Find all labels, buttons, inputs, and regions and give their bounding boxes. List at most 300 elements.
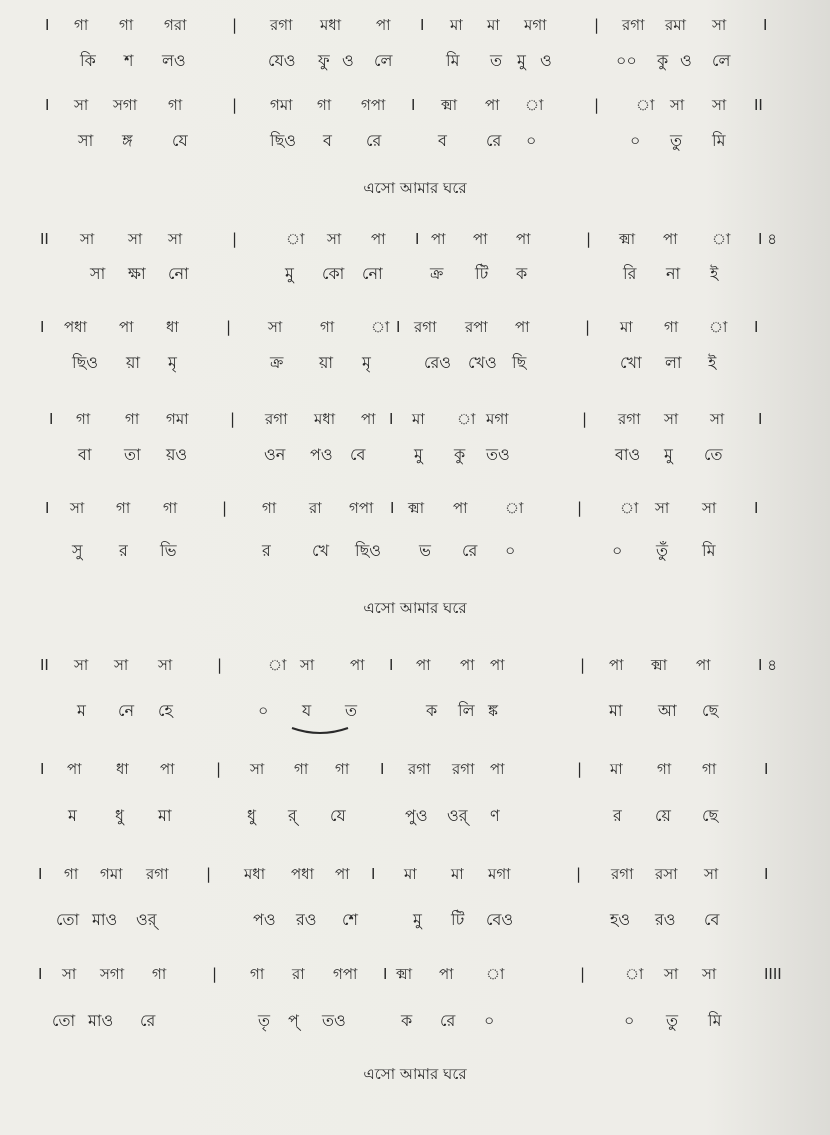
swara-note: সা bbox=[62, 965, 77, 983]
lyric-syllable: রেও bbox=[424, 353, 452, 372]
bar-mark: | bbox=[585, 318, 591, 336]
lyric-line bbox=[0, 264, 830, 304]
lyric-syllable: ০ bbox=[258, 701, 269, 720]
lyric-syllable: বাও bbox=[615, 445, 641, 464]
swara-note: সা bbox=[712, 16, 727, 34]
lyric-syllable: তু bbox=[670, 131, 683, 150]
swara-note: পধা bbox=[291, 865, 314, 883]
refrain-line: এসো আমার ঘরে bbox=[363, 179, 467, 197]
lyric-syllable: বে bbox=[704, 910, 720, 929]
swara-note: সা bbox=[702, 499, 717, 517]
lyric-syllable: না bbox=[666, 264, 681, 283]
lyric-syllable: মি bbox=[446, 51, 460, 70]
lyric-syllable: ক bbox=[426, 701, 438, 720]
lyric-syllable: লও bbox=[162, 51, 186, 70]
bar-mark: I bbox=[389, 656, 394, 674]
lyric-syllable: লে bbox=[374, 51, 393, 70]
bar-mark: | bbox=[222, 499, 228, 517]
lyric-syllable: সা bbox=[78, 131, 94, 150]
swara-note: সা bbox=[664, 410, 679, 428]
swara-note: পা bbox=[516, 230, 531, 248]
swara-note: রগা bbox=[618, 410, 641, 428]
lyric-line bbox=[0, 910, 830, 950]
lyric-syllable: টি bbox=[475, 264, 489, 283]
swara-note: ক্মা bbox=[408, 499, 425, 517]
bar-mark: I bbox=[380, 760, 385, 778]
swara-note: রসা bbox=[655, 865, 678, 883]
bar-mark: | bbox=[217, 656, 223, 674]
lyric-syllable: পও bbox=[310, 445, 333, 464]
lyric-syllable: ক্র bbox=[430, 264, 444, 283]
bar-mark: | bbox=[226, 318, 232, 336]
lyric-syllable: তও bbox=[486, 445, 510, 464]
lyric-syllable: পও bbox=[253, 910, 276, 929]
swara-note: সা bbox=[655, 499, 670, 517]
swara-line bbox=[0, 229, 830, 269]
bar-mark: I bbox=[763, 16, 768, 34]
bar-mark: I bbox=[420, 16, 425, 34]
lyric-line bbox=[0, 445, 830, 485]
lyric-syllable: হও bbox=[610, 910, 631, 929]
swara-note: ক্মা bbox=[396, 965, 413, 983]
swara-note: গা bbox=[294, 760, 309, 778]
lyric-line bbox=[0, 806, 830, 846]
lyric-syllable: মা bbox=[158, 806, 172, 825]
swara-note: রগা bbox=[265, 410, 288, 428]
swara-note: গা bbox=[702, 760, 717, 778]
swara-line bbox=[0, 95, 830, 135]
bar-mark: I bbox=[383, 965, 388, 983]
swara-note: া bbox=[486, 965, 505, 983]
swara-note: া bbox=[712, 230, 731, 248]
swara-note: সা bbox=[70, 499, 85, 517]
lyric-syllable: মাও bbox=[88, 1011, 114, 1030]
lyric-syllable: ক্ষা bbox=[128, 264, 146, 283]
lyric-syllable: ছিও bbox=[72, 353, 99, 372]
swara-note: রমা bbox=[665, 16, 686, 34]
lyric-syllable: ওন bbox=[264, 445, 286, 464]
lyric-syllable: ব bbox=[323, 131, 332, 150]
lyric-syllable: য়া bbox=[126, 353, 141, 372]
bar-mark: II bbox=[40, 656, 49, 674]
swara-note: পা bbox=[453, 499, 468, 517]
lyric-syllable: আ bbox=[658, 701, 677, 720]
lyric-syllable: ই bbox=[710, 264, 719, 283]
swara-note: পা bbox=[160, 760, 175, 778]
bar-mark: I bbox=[758, 410, 763, 428]
swara-note: পা bbox=[376, 16, 391, 34]
swara-note: গা bbox=[125, 410, 140, 428]
bar-mark: | bbox=[594, 96, 600, 114]
bar-mark: | bbox=[577, 760, 583, 778]
swara-note: গা bbox=[657, 760, 672, 778]
lyric-syllable: লা bbox=[665, 353, 682, 372]
swara-note: গা bbox=[250, 965, 265, 983]
lyric-syllable: মি bbox=[708, 1011, 722, 1030]
swara-note: া bbox=[709, 318, 728, 336]
lyric-line bbox=[0, 701, 830, 741]
bar-mark: II bbox=[754, 96, 763, 114]
lyric-syllable: শ bbox=[124, 51, 134, 70]
lyric-syllable: সু bbox=[72, 541, 83, 560]
swara-note: রগা bbox=[146, 865, 169, 883]
lyric-syllable: মাও bbox=[92, 910, 118, 929]
lyric-line bbox=[0, 541, 830, 581]
lyric-syllable: ত bbox=[345, 701, 358, 720]
swara-note: া bbox=[371, 318, 390, 336]
swara-note: গা bbox=[64, 865, 79, 883]
swara-note: মধা bbox=[320, 16, 342, 34]
lyric-syllable: ছিও bbox=[270, 131, 297, 150]
lyric-syllable: ০ bbox=[505, 541, 516, 560]
lyric-syllable: ০ bbox=[526, 131, 537, 150]
swara-note: মা bbox=[450, 16, 463, 34]
swara-note: সগা bbox=[100, 965, 125, 983]
swara-note: সা bbox=[704, 865, 719, 883]
lyric-syllable: ভি bbox=[160, 541, 177, 560]
lyric-syllable: ওর্ bbox=[447, 806, 468, 825]
swara-note: মগা bbox=[524, 16, 547, 34]
bar-mark: I bbox=[40, 318, 45, 336]
lyric-syllable: র bbox=[262, 541, 271, 560]
swara-note: পধা bbox=[64, 318, 87, 336]
swara-note: পা bbox=[361, 410, 376, 428]
lyric-syllable: পুও bbox=[405, 806, 428, 825]
bar-mark: I bbox=[396, 318, 401, 336]
lyric-syllable: লি bbox=[458, 701, 475, 720]
lyric-syllable: লে bbox=[712, 51, 731, 70]
swara-note: পা bbox=[119, 318, 134, 336]
lyric-syllable: শে bbox=[342, 910, 358, 929]
bar-mark: | bbox=[232, 16, 238, 34]
lyric-syllable: কো bbox=[322, 264, 345, 283]
swara-note: গা bbox=[76, 410, 91, 428]
lyric-syllable: ০ bbox=[624, 1011, 635, 1030]
lyric-syllable: কু bbox=[657, 51, 669, 70]
lyric-syllable: মু bbox=[413, 910, 422, 929]
swara-note: পা bbox=[350, 656, 365, 674]
swara-note: গা bbox=[163, 499, 178, 517]
lyric-syllable: খে bbox=[312, 541, 329, 560]
swara-note: া bbox=[636, 96, 655, 114]
swara-line bbox=[0, 759, 830, 799]
lyric-syllable: রও bbox=[296, 910, 317, 929]
lyric-syllable: তৃ bbox=[258, 1011, 271, 1030]
swara-note: মা bbox=[404, 865, 417, 883]
lyric-syllable: নো bbox=[168, 264, 189, 283]
lyric-syllable: তা bbox=[124, 445, 141, 464]
swara-note: া bbox=[286, 230, 305, 248]
lyric-syllable: য়ও bbox=[166, 445, 188, 464]
bar-mark: | bbox=[586, 230, 592, 248]
lyric-syllable: মু bbox=[414, 445, 423, 464]
swara-note: গা bbox=[168, 96, 183, 114]
bar-mark: I bbox=[754, 318, 759, 336]
bar-mark: | bbox=[232, 96, 238, 114]
swara-note: গা bbox=[335, 760, 350, 778]
lyric-syllable: ই bbox=[708, 353, 717, 372]
lyric-syllable: য়া bbox=[319, 353, 334, 372]
slur-mark bbox=[290, 726, 350, 736]
lyric-syllable: তো bbox=[56, 910, 80, 929]
bar-mark: I bbox=[415, 230, 420, 248]
swara-note: ধা bbox=[116, 760, 129, 778]
swara-note: সা bbox=[268, 318, 283, 336]
refrain-line: এসো আমার ঘরে bbox=[363, 1065, 467, 1083]
swara-note: সা bbox=[128, 230, 143, 248]
lyric-syllable: যে bbox=[172, 131, 188, 150]
lyric-syllable: মু bbox=[517, 51, 526, 70]
lyric-syllable: বে bbox=[350, 445, 366, 464]
swara-line bbox=[0, 409, 830, 449]
lyric-syllable: হে bbox=[158, 701, 173, 720]
lyric-syllable: ও bbox=[540, 51, 552, 70]
lyric-syllable: ওর্ bbox=[136, 910, 157, 929]
bar-mark: I bbox=[38, 965, 43, 983]
swara-note: গরা bbox=[164, 16, 187, 34]
swara-note: রগা bbox=[408, 760, 431, 778]
swara-note: ক্মা bbox=[651, 656, 668, 674]
swara-line bbox=[0, 655, 830, 695]
bar-mark: I bbox=[764, 865, 769, 883]
bar-mark: | bbox=[580, 965, 586, 983]
lyric-line bbox=[0, 51, 830, 91]
lyric-syllable: তও bbox=[322, 1011, 346, 1030]
lyric-syllable: ক bbox=[516, 264, 528, 283]
lyric-syllable: ও bbox=[342, 51, 354, 70]
bar-mark: I bbox=[45, 499, 50, 517]
bar-mark: | bbox=[232, 230, 238, 248]
lyric-syllable: বা bbox=[78, 445, 92, 464]
swara-line bbox=[0, 964, 830, 1004]
swara-note: মা bbox=[620, 318, 633, 336]
swara-note: সা bbox=[74, 96, 89, 114]
swara-note: পা bbox=[67, 760, 82, 778]
lyric-syllable: তো bbox=[52, 1011, 76, 1030]
swara-note: পা bbox=[490, 760, 505, 778]
swara-note: গা bbox=[317, 96, 332, 114]
lyric-line bbox=[0, 1011, 830, 1051]
swara-note: রা bbox=[309, 499, 322, 517]
swara-note: গা bbox=[320, 318, 335, 336]
swara-note: রপা bbox=[465, 318, 488, 336]
lyric-syllable: মৃ bbox=[168, 353, 177, 372]
lyric-syllable: ক্র bbox=[270, 353, 284, 372]
lyric-syllable: টি bbox=[451, 910, 465, 929]
lyric-syllable: রে bbox=[440, 1011, 456, 1030]
bar-mark: I bbox=[38, 865, 43, 883]
swara-note: সা bbox=[300, 656, 315, 674]
swara-note: গমা bbox=[100, 865, 123, 883]
lyric-syllable: রে bbox=[462, 541, 478, 560]
swara-note: পা bbox=[663, 230, 678, 248]
lyric-syllable: রও bbox=[655, 910, 676, 929]
swara-note: গা bbox=[119, 16, 134, 34]
swara-note: রা bbox=[292, 965, 305, 983]
swara-note: গা bbox=[152, 965, 167, 983]
bar-mark: | bbox=[206, 865, 212, 883]
lyric-syllable: মা bbox=[609, 701, 623, 720]
swara-note: রগা bbox=[622, 16, 645, 34]
swara-note: গপা bbox=[333, 965, 358, 983]
lyric-syllable: ঙ্ক bbox=[488, 701, 499, 720]
lyric-syllable: তে bbox=[704, 445, 723, 464]
swara-note: রগা bbox=[452, 760, 475, 778]
swara-note: সা bbox=[327, 230, 342, 248]
bar-mark: II bbox=[40, 230, 49, 248]
swara-note: পা bbox=[431, 230, 446, 248]
bar-mark: I bbox=[764, 760, 769, 778]
swara-note: মধা bbox=[244, 865, 266, 883]
lyric-syllable: ০ bbox=[484, 1011, 495, 1030]
lyric-syllable: বেও bbox=[486, 910, 514, 929]
swara-note: পা bbox=[490, 656, 505, 674]
bar-mark: I bbox=[411, 96, 416, 114]
lyric-syllable: খেও bbox=[468, 353, 497, 372]
swara-note: মগা bbox=[488, 865, 511, 883]
swara-note: পা bbox=[335, 865, 350, 883]
swara-note: া bbox=[620, 499, 639, 517]
lyric-syllable: তু bbox=[666, 1011, 679, 1030]
swara-note: সা bbox=[158, 656, 173, 674]
lyric-syllable: রি bbox=[623, 264, 637, 283]
swara-line bbox=[0, 317, 830, 357]
swara-line bbox=[0, 864, 830, 904]
lyric-syllable: র bbox=[119, 541, 128, 560]
swara-note: পা bbox=[416, 656, 431, 674]
lyric-syllable: রে bbox=[486, 131, 502, 150]
lyric-syllable: মু bbox=[664, 445, 673, 464]
lyric-syllable: ণ bbox=[490, 806, 500, 825]
lyric-syllable: তুঁ bbox=[656, 541, 669, 560]
lyric-syllable: ম bbox=[68, 806, 77, 825]
swara-line bbox=[0, 498, 830, 538]
swara-note: া bbox=[525, 96, 544, 114]
swara-note: সা bbox=[670, 96, 685, 114]
lyric-syllable: নো bbox=[362, 264, 383, 283]
lyric-syllable: কু bbox=[454, 445, 466, 464]
lyric-syllable: ও bbox=[680, 51, 692, 70]
lyric-syllable: ম bbox=[77, 701, 86, 720]
swara-note: গমা bbox=[166, 410, 189, 428]
bar-mark: I bbox=[389, 410, 394, 428]
bar-mark: I bbox=[45, 96, 50, 114]
swara-note: সা bbox=[168, 230, 183, 248]
bar-mark: | bbox=[582, 410, 588, 428]
bar-mark: | bbox=[580, 656, 586, 674]
swara-note: ধা bbox=[166, 318, 179, 336]
lyric-syllable: যেও bbox=[268, 51, 296, 70]
bar-mark: | bbox=[576, 865, 582, 883]
lyric-syllable: ছে bbox=[702, 806, 719, 825]
lyric-syllable: মৃ bbox=[362, 353, 371, 372]
bar-mark: | bbox=[216, 760, 222, 778]
swara-note: গপা bbox=[361, 96, 386, 114]
swara-note: পা bbox=[515, 318, 530, 336]
lyric-line bbox=[0, 131, 830, 171]
swara-note: গা bbox=[116, 499, 131, 517]
lyric-syllable: ছে bbox=[702, 701, 719, 720]
lyric-syllable: ভ bbox=[419, 541, 431, 560]
bar-mark: | bbox=[594, 16, 600, 34]
lyric-syllable: র্ bbox=[288, 806, 297, 825]
lyric-line bbox=[0, 353, 830, 393]
lyric-syllable: ০ bbox=[630, 131, 641, 150]
swara-note: সা bbox=[710, 410, 725, 428]
lyric-syllable: র bbox=[613, 806, 622, 825]
swara-note: মা bbox=[412, 410, 425, 428]
bar-mark: I bbox=[390, 499, 395, 517]
bar-mark: I ৪ bbox=[758, 656, 777, 674]
swara-note: সা bbox=[80, 230, 95, 248]
lyric-syllable: ত bbox=[490, 51, 503, 70]
swara-note: রগা bbox=[414, 318, 437, 336]
swara-note: সা bbox=[664, 965, 679, 983]
swara-note: া bbox=[505, 499, 524, 517]
lyric-syllable: ০০ bbox=[616, 51, 637, 70]
swara-note: পা bbox=[460, 656, 475, 674]
swara-note: ক্মা bbox=[441, 96, 458, 114]
bar-mark: I bbox=[49, 410, 54, 428]
lyric-syllable: ক bbox=[401, 1011, 413, 1030]
swara-note: গা bbox=[664, 318, 679, 336]
lyric-syllable: সা bbox=[90, 264, 106, 283]
swara-note: সা bbox=[74, 656, 89, 674]
swara-note: রগা bbox=[611, 865, 634, 883]
lyric-syllable: মি bbox=[712, 131, 726, 150]
swara-note: া bbox=[625, 965, 644, 983]
swara-note: মা bbox=[451, 865, 464, 883]
swara-note: সা bbox=[114, 656, 129, 674]
swara-note: গমা bbox=[270, 96, 293, 114]
bar-mark: I bbox=[371, 865, 376, 883]
lyric-syllable: ফু bbox=[318, 51, 330, 70]
swara-note: মগা bbox=[486, 410, 509, 428]
swara-note: সা bbox=[702, 965, 717, 983]
swara-note: পা bbox=[473, 230, 488, 248]
lyric-syllable: ধু bbox=[115, 806, 124, 825]
swara-note: া bbox=[457, 410, 476, 428]
swara-note: পা bbox=[371, 230, 386, 248]
bar-mark: I bbox=[40, 760, 45, 778]
swara-note: মা bbox=[610, 760, 623, 778]
swara-note: মা bbox=[487, 16, 500, 34]
bar-mark: | bbox=[577, 499, 583, 517]
swara-note: সা bbox=[712, 96, 727, 114]
swara-note: পা bbox=[696, 656, 711, 674]
bar-mark: | bbox=[230, 410, 236, 428]
bar-mark: I bbox=[754, 499, 759, 517]
lyric-syllable: যে bbox=[330, 806, 346, 825]
swara-note: পা bbox=[439, 965, 454, 983]
refrain-line: এসো আমার ঘরে bbox=[363, 599, 467, 617]
lyric-syllable: ধু bbox=[247, 806, 256, 825]
lyric-syllable: য bbox=[302, 701, 312, 720]
lyric-syllable: ব bbox=[438, 131, 447, 150]
lyric-syllable: ছি bbox=[512, 353, 527, 372]
swara-note: পা bbox=[485, 96, 500, 114]
lyric-syllable: নে bbox=[118, 701, 135, 720]
lyric-syllable: কি bbox=[80, 51, 96, 70]
bar-mark: | bbox=[212, 965, 218, 983]
swara-note: পা bbox=[609, 656, 624, 674]
lyric-syllable: ০ bbox=[612, 541, 623, 560]
swara-note: া bbox=[268, 656, 287, 674]
swara-note: গা bbox=[74, 16, 89, 34]
lyric-syllable: রে bbox=[366, 131, 382, 150]
lyric-syllable: য়ে bbox=[655, 806, 671, 825]
swara-note: সগা bbox=[113, 96, 138, 114]
